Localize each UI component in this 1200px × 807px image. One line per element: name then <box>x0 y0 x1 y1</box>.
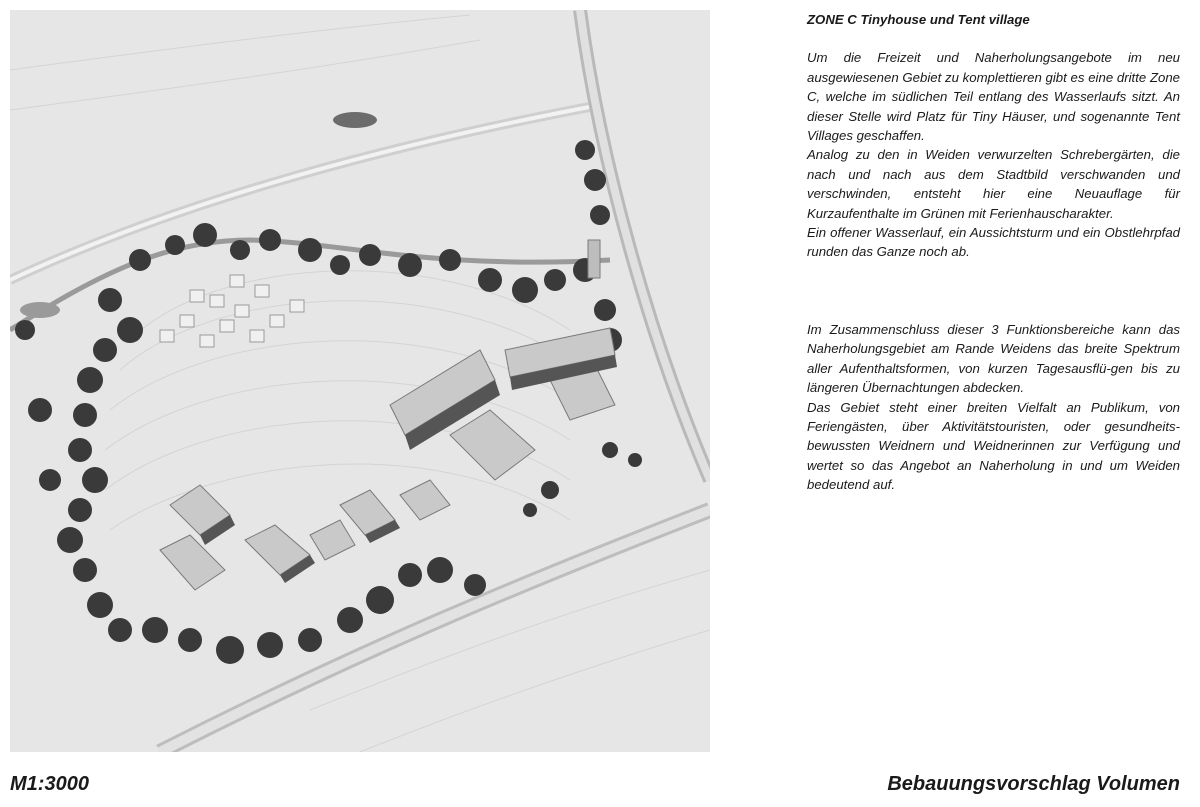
paragraph-zone-c-intro: Um die Freizeit und Naherholungsangebote im neu ausgewiesenen Gebiet zu komplettieren gibt es eine dritte Zone C, welche im südlichen Teil entlang des Wasserlaufs sitzt. An dieser Stelle wird Platz für Tiny Häuser, und sogenannte Tent Villages geschaffen. <box>807 50 1180 144</box>
site-model-photo-icon <box>10 10 710 752</box>
paragraph-wasserlauf: Ein offener Wasserlauf, ein Aussichtsturm und ein Obstlehrpfad runden das Ganze noch ab. <box>807 225 1180 260</box>
site-model-photo <box>10 10 710 752</box>
paragraph-publikum: Das Gebiet steht einer breiten Vielfalt an Publikum, von Feriengästen, über Aktivitätstouristen, oder gesundheits-bewussten Weidnern und Weidnerinnen zur Verfügung und wertet so das Angebot an Naherholung in und um Weiden bedeutend auf. <box>807 399 1180 493</box>
description-column <box>807 10 1180 495</box>
caption-label: Bebauungsvorschlag Volumen <box>887 773 1180 795</box>
scale-label: M1:3000 <box>10 773 89 795</box>
paragraph-schrebergaerten: Analog zu den in Weiden verwurzelten Schrebergärten, die nach und nach aus dem Stadtbild verschwanden und verschwinden, entsteht hier eine Neuauflage für Kurzaufenthalte im Grünen mit Ferienhauscharakter. <box>807 147 1180 221</box>
paragraph-zusammenschluss: Im Zusammenschluss dieser 3 Funktionsbereiche kann das Naherholungsgebiet am Rande Weidens das breite Spektrum aller Aufenthaltsformen, von kurzen Tagesausflü-gen bis zu längeren Übernachtungen abdecken. <box>807 321 1180 396</box>
zone-c-heading: ZONE C Tinyhouse und Tent village <box>807 12 1030 27</box>
